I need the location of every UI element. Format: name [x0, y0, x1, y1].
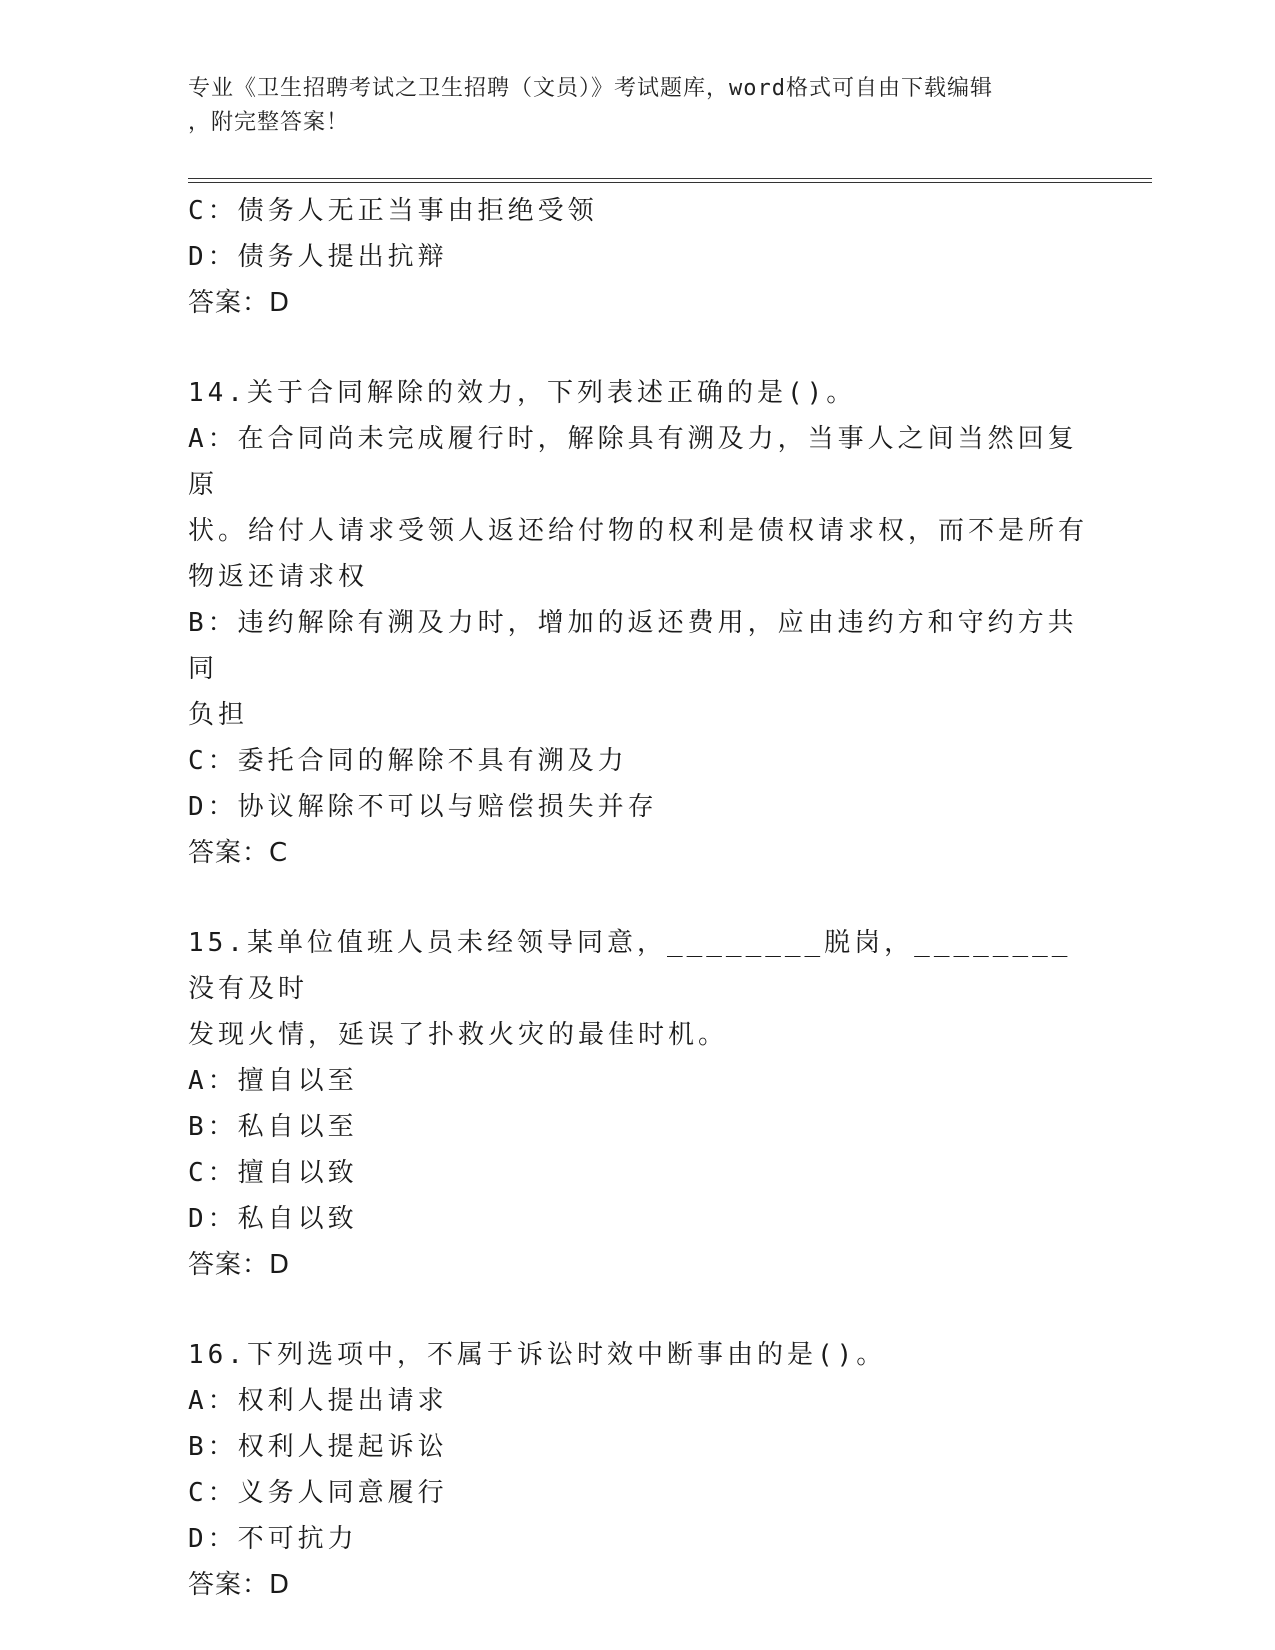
question-stem-line-2: 发现火情，延误了扑救火灾的最佳时机。	[188, 1020, 729, 1050]
option-d: D：不可抗力	[188, 1524, 358, 1554]
option-c: C：债务人无正当事由拒绝受领	[188, 196, 598, 226]
option-a: A：擅自以至	[188, 1066, 358, 1096]
option-c: C：委托合同的解除不具有溯及力	[188, 746, 628, 776]
spacer	[188, 876, 1088, 920]
question-stem: 14.关于合同解除的效力，下列表述正确的是()。	[188, 378, 857, 408]
question-13-tail	[188, 188, 1088, 326]
question-content	[188, 188, 1088, 1608]
option-a: A：权利人提出请求	[188, 1386, 448, 1416]
option-d: D：私自以致	[188, 1204, 358, 1234]
option-d: D：债务人提出抗辩	[188, 242, 448, 272]
spacer	[188, 1288, 1088, 1332]
question-14	[188, 370, 1088, 876]
question-stem-line-1: 15.某单位值班人员未经领导同意，________脱岗，________没有及时	[188, 928, 1072, 1004]
answer-line: 答案：C	[188, 838, 289, 868]
option-b-line-2: 负担	[188, 700, 249, 730]
option-a-line-1: A：在合同尚未完成履行时，解除具有溯及力，当事人之间当然回复原	[188, 424, 1078, 500]
header-title-line-2: ，附完整答案！	[188, 110, 350, 135]
option-c: C：义务人同意履行	[188, 1478, 448, 1508]
spacer	[188, 326, 1088, 370]
option-b-line-1: B：违约解除有溯及力时，增加的返还费用，应由违约方和守约方共同	[188, 608, 1078, 684]
answer-line: 答案：D	[188, 288, 291, 318]
option-c: C：擅自以致	[188, 1158, 358, 1188]
header-divider	[188, 178, 1152, 183]
question-15	[188, 920, 1088, 1288]
header-title-line-1: 专业《卫生招聘考试之卫生招聘（文员）》考试题库，word格式可自由下载编辑	[188, 76, 993, 101]
option-a-line-3: 物返还请求权	[188, 562, 369, 592]
question-stem: 16.下列选项中，不属于诉讼时效中断事由的是()。	[188, 1340, 887, 1370]
answer-line: 答案：D	[188, 1570, 291, 1600]
answer-line: 答案：D	[188, 1250, 291, 1280]
option-a-line-2: 状。给付人请求受领人返还给付物的权利是债权请求权，而不是所有	[188, 516, 1089, 546]
option-b: B：权利人提起诉讼	[188, 1432, 448, 1462]
question-16	[188, 1332, 1088, 1608]
option-d: D：协议解除不可以与赔偿损失并存	[188, 792, 658, 822]
document-header	[188, 72, 1088, 140]
option-b: B：私自以至	[188, 1112, 358, 1142]
